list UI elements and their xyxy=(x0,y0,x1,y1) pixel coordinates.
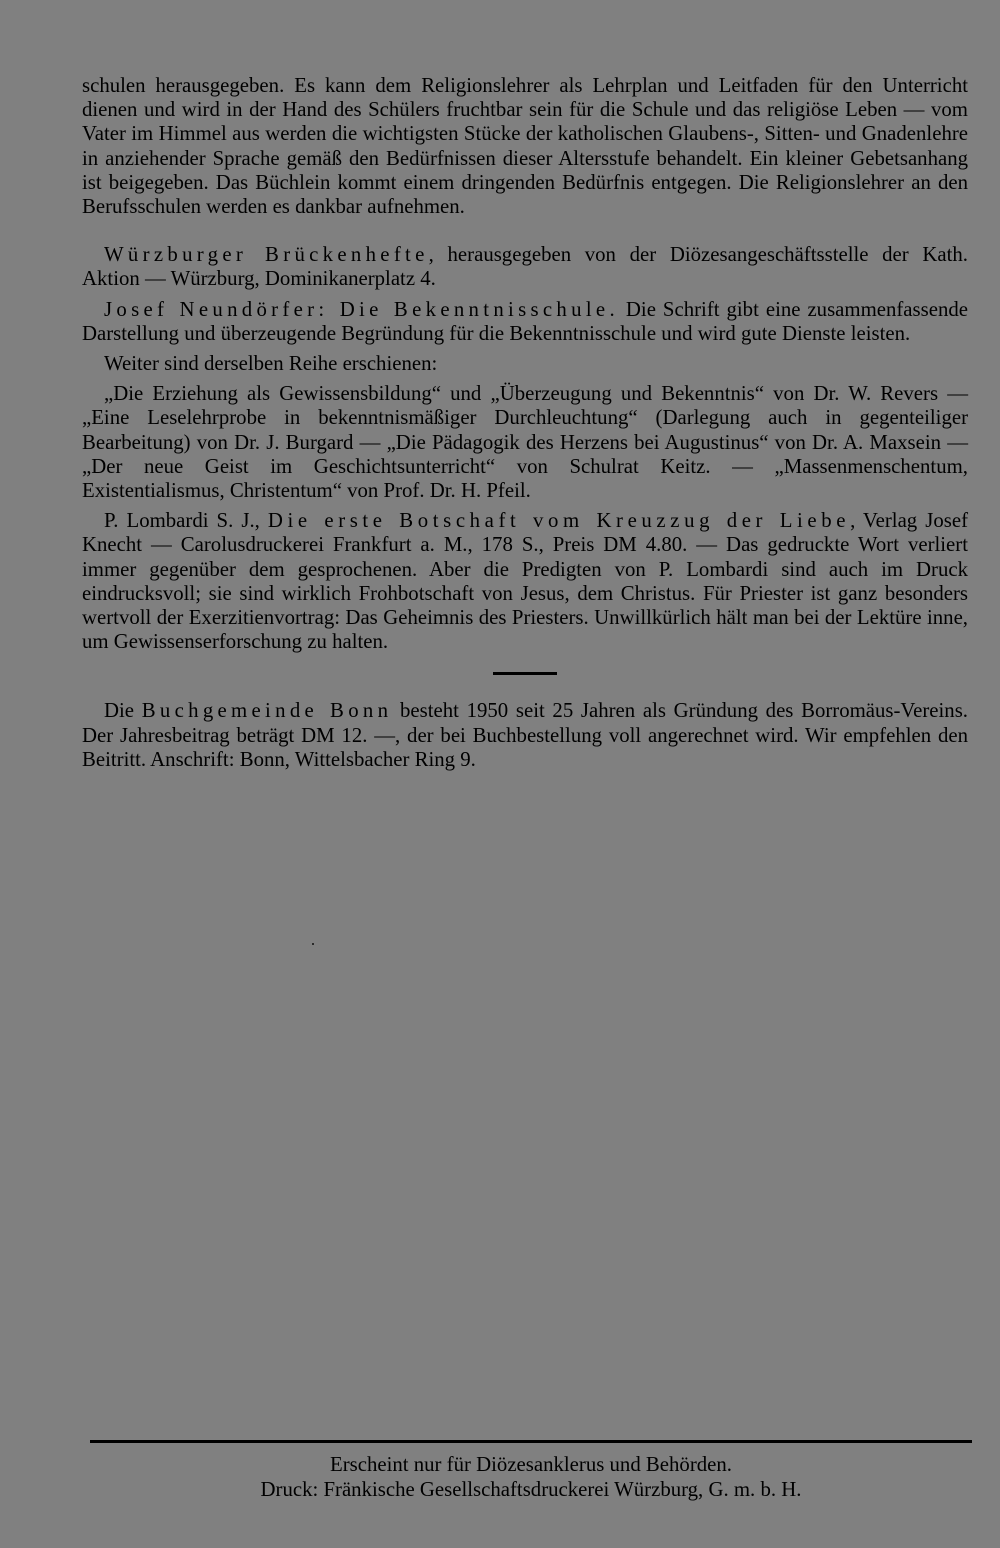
paragraph-text: Die Schrift gibt eine zusammenfassende Darstellung und überzeugende Begründung für die Bekenntnisschule und wird gute Dienste leisten. xyxy=(82,297,968,345)
organisation-name-spaced: Buchgemeinde Bonn xyxy=(141,699,393,723)
paragraph-titelliste xyxy=(82,382,968,503)
print-speck xyxy=(312,943,314,945)
page-body xyxy=(82,74,968,772)
paragraph-text: , Verlag Josef Knecht — Carolusdruckerei Frankfurt a. M., 178 S., Preis DM 4.80. — Das gedruckte Wort verliert immer gegenüber dem gesprochenen. Aber die Predigten von P. Lombardi sind auch im Druck eindrucksvoll; sie sind wirklich Frohbotschaft von Jesus, dem Christus. Für Priester ist ganz besonders wertvoll der Exerzitienvortrag: Das Geheimnis des Priesters. Unwillkürlich hält man bei der Lektüre inne, um Gewissenserforschung zu halten. xyxy=(82,509,968,654)
paragraph-religionsbuch-review xyxy=(82,74,968,219)
section-divider xyxy=(493,672,557,675)
footer-imprint xyxy=(90,1453,972,1502)
paragraph-text: Die xyxy=(104,699,142,723)
paragraph-brueckenhefte xyxy=(82,243,968,291)
paragraph-lombardi xyxy=(82,509,968,654)
paragraph-text: besteht 1950 seit 25 Jahren als Gründung des Borromäus-Vereins. Der Jahresbeitrag beträgt DM 12. —, der bei Buchbestellung voll angerechnet wird. Wir empfehlen den Beitritt. Anschrift: Bonn, Wittelsbacher Ring 9. xyxy=(82,699,968,771)
paragraph-bekenntnisschule xyxy=(82,298,968,346)
paragraph-weitere-reihe xyxy=(82,352,968,376)
book-title-spaced: Die erste Botschaft vom Kreuzzug der Liebe xyxy=(267,509,851,533)
paragraph-text: Weiter sind derselben Reihe erschienen: xyxy=(104,352,438,376)
series-title-spaced: Würzburger Brückenhefte xyxy=(104,243,429,267)
paragraph-buchgemeinde xyxy=(82,699,968,772)
book-title-spaced: Josef Neundörfer: Die Bekenntnisschule. xyxy=(104,297,619,321)
paragraph-text: , herausgegeben von der Diözesangeschäftsstelle der Kath. Aktion — Würzburg, Dominikanerplatz 4. xyxy=(82,243,968,291)
footer-distribution-note: Erscheint nur für Diözesanklerus und Behörden. xyxy=(330,1453,732,1476)
paragraph-text: „Die Erziehung als Gewissensbildung“ und „Überzeugung und Bekenntnis“ von Dr. W. Revers — „Eine Leselehrprobe in bekenntnismäßiger Durchleuchtung“ (Darlegung auch in gegenteiliger Bearbeitung) von Dr. J. Burgard — „Die Pädagogik des Herzens bei Augustinus“ von Dr. A. Maxsein — „Der neue Geist im Geschichtsunterricht“ von Schulrat Keitz. — „Massenmenschentum, Existentialismus, Christentum“ von Prof. Dr. H. Pfeil. xyxy=(82,382,968,503)
author-name: P. Lombardi S. J., xyxy=(104,509,268,533)
paragraph-text: schulen herausgegeben. Es kann dem Religionslehrer als Lehrplan und Leitfaden für den Unterricht dienen und wird in der Hand des Schülers fruchtbar sein für die Schule und das religiöse Leben — vom Vater im Himmel aus werden die wichtigsten Stücke der katholischen Glaubens-, Sitten- und Gnadenlehre in anziehender Sprache gemäß den Bedürfnissen dieser Altersstufe behandelt. Ein kleiner Gebetsanhang ist beigegeben. Das Büchlein kommt einem dringenden Bedürfnis entgegen. Die Religionslehrer an den Berufsschulen werden es dankbar aufnehmen. xyxy=(82,74,968,219)
footer-divider xyxy=(90,1440,972,1443)
footer-printer-note: Druck: Fränkische Gesellschaftsdruckerei Würzburg, G. m. b. H. xyxy=(260,1477,802,1501)
